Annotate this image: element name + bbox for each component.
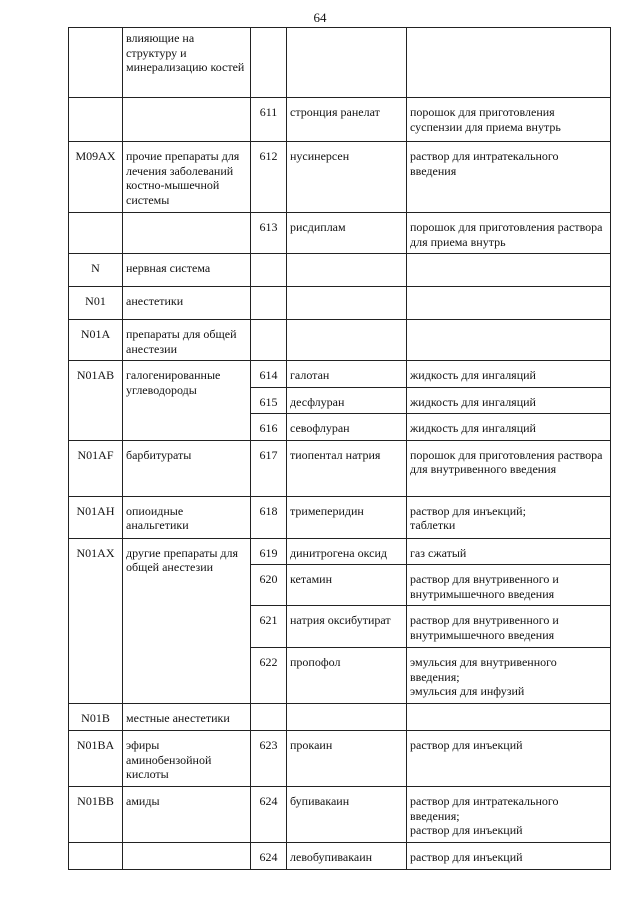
- form-line: таблетки: [410, 518, 456, 532]
- form-cell: [407, 648, 611, 704]
- form-cell: [407, 287, 611, 320]
- number-cell: [251, 254, 287, 287]
- substance-cell: десфлуран: [287, 387, 407, 414]
- table-row: [69, 538, 611, 565]
- form-line: раствор для инъекций: [410, 849, 523, 864]
- form-line: раствор для внутривенного и внутримышечного введения: [410, 572, 559, 601]
- substance-cell: прокаин: [287, 731, 407, 787]
- form-cell: [407, 496, 611, 538]
- form-line: раствор для интратекального введения;: [410, 794, 559, 823]
- number-cell: [251, 28, 287, 98]
- atc-code-cell: N01BB: [69, 787, 123, 843]
- page-number: 64: [313, 10, 327, 25]
- number-cell: 617: [251, 440, 287, 496]
- substance-cell: тиопентал натрия: [287, 440, 407, 496]
- substance-cell: стронция ранелат: [287, 98, 407, 142]
- atc-code-cell: N01AX: [69, 538, 123, 704]
- group-cell: другие препараты для общей анестезии: [123, 538, 251, 704]
- table-row: [69, 731, 611, 787]
- atc-code-cell: N01AB: [69, 361, 123, 441]
- group-cell: барбитураты: [123, 440, 251, 496]
- table-row: [69, 287, 611, 320]
- group-cell: прочие препараты для лечения заболеваний костно-мышечной системы: [123, 142, 251, 213]
- group-cell: нервная система: [123, 254, 251, 287]
- group-cell: местные анестетики: [123, 704, 251, 731]
- substance-cell: рисдиплам: [287, 213, 407, 254]
- substance-cell: тримеперидин: [287, 496, 407, 538]
- table-row: [69, 440, 611, 496]
- number-cell: [251, 704, 287, 731]
- atc-code-cell: [69, 98, 123, 142]
- substance-cell: натрия оксибутират: [287, 606, 407, 648]
- number-cell: 618: [251, 496, 287, 538]
- number-cell: 615: [251, 387, 287, 414]
- number-cell: 611: [251, 98, 287, 142]
- form-cell: [407, 28, 611, 98]
- atc-code-cell: N01AH: [69, 496, 123, 538]
- table-row: [69, 361, 611, 388]
- substance-cell: [287, 254, 407, 287]
- form-cell: [407, 213, 611, 254]
- form-cell: [407, 142, 611, 213]
- atc-code-cell: [69, 842, 123, 869]
- atc-code-cell: [69, 28, 123, 98]
- form-line: жидкость для ингаляций: [410, 421, 536, 435]
- form-cell: [407, 842, 611, 869]
- form-cell: [407, 320, 611, 361]
- substance-cell: пропофол: [287, 648, 407, 704]
- substance-cell: кетамин: [287, 565, 407, 606]
- form-cell: [407, 254, 611, 287]
- atc-code-cell: M09AX: [69, 142, 123, 213]
- atc-code-cell: N01: [69, 287, 123, 320]
- table-row: [69, 842, 611, 869]
- atc-code-cell: N01A: [69, 320, 123, 361]
- group-cell: [123, 213, 251, 254]
- number-cell: 623: [251, 731, 287, 787]
- table-row: [69, 496, 611, 538]
- group-cell: амиды: [123, 787, 251, 843]
- form-cell: [407, 538, 611, 565]
- substance-cell: [287, 320, 407, 361]
- substance-cell: бупивакаин: [287, 787, 407, 843]
- form-cell: [407, 414, 611, 441]
- form-line: порошок для приготовления раствора для приема внутрь: [410, 220, 603, 249]
- table-row: [69, 98, 611, 142]
- form-line: газ сжатый: [410, 545, 467, 560]
- form-line: эмульсия для внутривенного введения;: [410, 655, 557, 684]
- form-cell: [407, 387, 611, 414]
- number-cell: 624: [251, 842, 287, 869]
- form-line: жидкость для ингаляций: [410, 368, 536, 382]
- form-cell: [407, 98, 611, 142]
- group-cell: [123, 842, 251, 869]
- form-cell: [407, 440, 611, 496]
- form-line: жидкость для ингаляций: [410, 394, 536, 409]
- group-cell: препараты для общей анестезии: [123, 320, 251, 361]
- form-line: раствор для инъекций;: [410, 503, 526, 518]
- number-cell: [251, 287, 287, 320]
- form-line: порошок для приготовления суспензии для приема внутрь: [410, 105, 561, 134]
- substance-cell: левобупивакаин: [287, 842, 407, 869]
- table-row: [69, 320, 611, 361]
- substance-cell: [287, 287, 407, 320]
- table-row: [69, 704, 611, 731]
- form-line: эмульсия для инфузий: [410, 684, 525, 698]
- substance-cell: галотан: [287, 361, 407, 388]
- group-cell: анестетики: [123, 287, 251, 320]
- group-cell: влияющие на структуру и минерализацию костей: [123, 28, 251, 98]
- atc-code-cell: [69, 213, 123, 254]
- form-line: раствор для внутривенного и внутримышечного введения: [410, 613, 559, 642]
- substance-cell: севофлуран: [287, 414, 407, 441]
- number-cell: 616: [251, 414, 287, 441]
- atc-code-cell: N01B: [69, 704, 123, 731]
- atc-code-cell: N: [69, 254, 123, 287]
- substance-cell: динитрогена оксид: [287, 538, 407, 565]
- number-cell: 620: [251, 565, 287, 606]
- number-cell: 614: [251, 361, 287, 388]
- form-cell: [407, 565, 611, 606]
- form-line: раствор для инъекций: [410, 738, 523, 752]
- table-row: [69, 142, 611, 213]
- table-row: [69, 28, 611, 98]
- substance-cell: [287, 704, 407, 731]
- number-cell: 619: [251, 538, 287, 565]
- atc-code-cell: N01BA: [69, 731, 123, 787]
- form-line: раствор для инъекций: [410, 823, 523, 837]
- table-row: [69, 254, 611, 287]
- table-row: [69, 213, 611, 254]
- substance-cell: нусинерсен: [287, 142, 407, 213]
- number-cell: 622: [251, 648, 287, 704]
- group-cell: эфиры аминобензойной кислоты: [123, 731, 251, 787]
- form-line: порошок для приготовления раствора для внутривенного введения: [410, 447, 603, 476]
- number-cell: 624: [251, 787, 287, 843]
- form-cell: [407, 361, 611, 388]
- drug-table: [68, 27, 611, 870]
- substance-cell: [287, 28, 407, 98]
- form-cell: [407, 787, 611, 843]
- form-line: раствор для интратекального введения: [410, 149, 559, 178]
- group-cell: галогенированные углеводороды: [123, 361, 251, 441]
- group-cell: опиоидные анальгетики: [123, 496, 251, 538]
- table-row: [69, 787, 611, 843]
- group-cell: [123, 98, 251, 142]
- number-cell: [251, 320, 287, 361]
- form-cell: [407, 731, 611, 787]
- atc-code-cell: N01AF: [69, 440, 123, 496]
- number-cell: 612: [251, 142, 287, 213]
- number-cell: 621: [251, 606, 287, 648]
- number-cell: 613: [251, 213, 287, 254]
- form-cell: [407, 606, 611, 648]
- form-cell: [407, 704, 611, 731]
